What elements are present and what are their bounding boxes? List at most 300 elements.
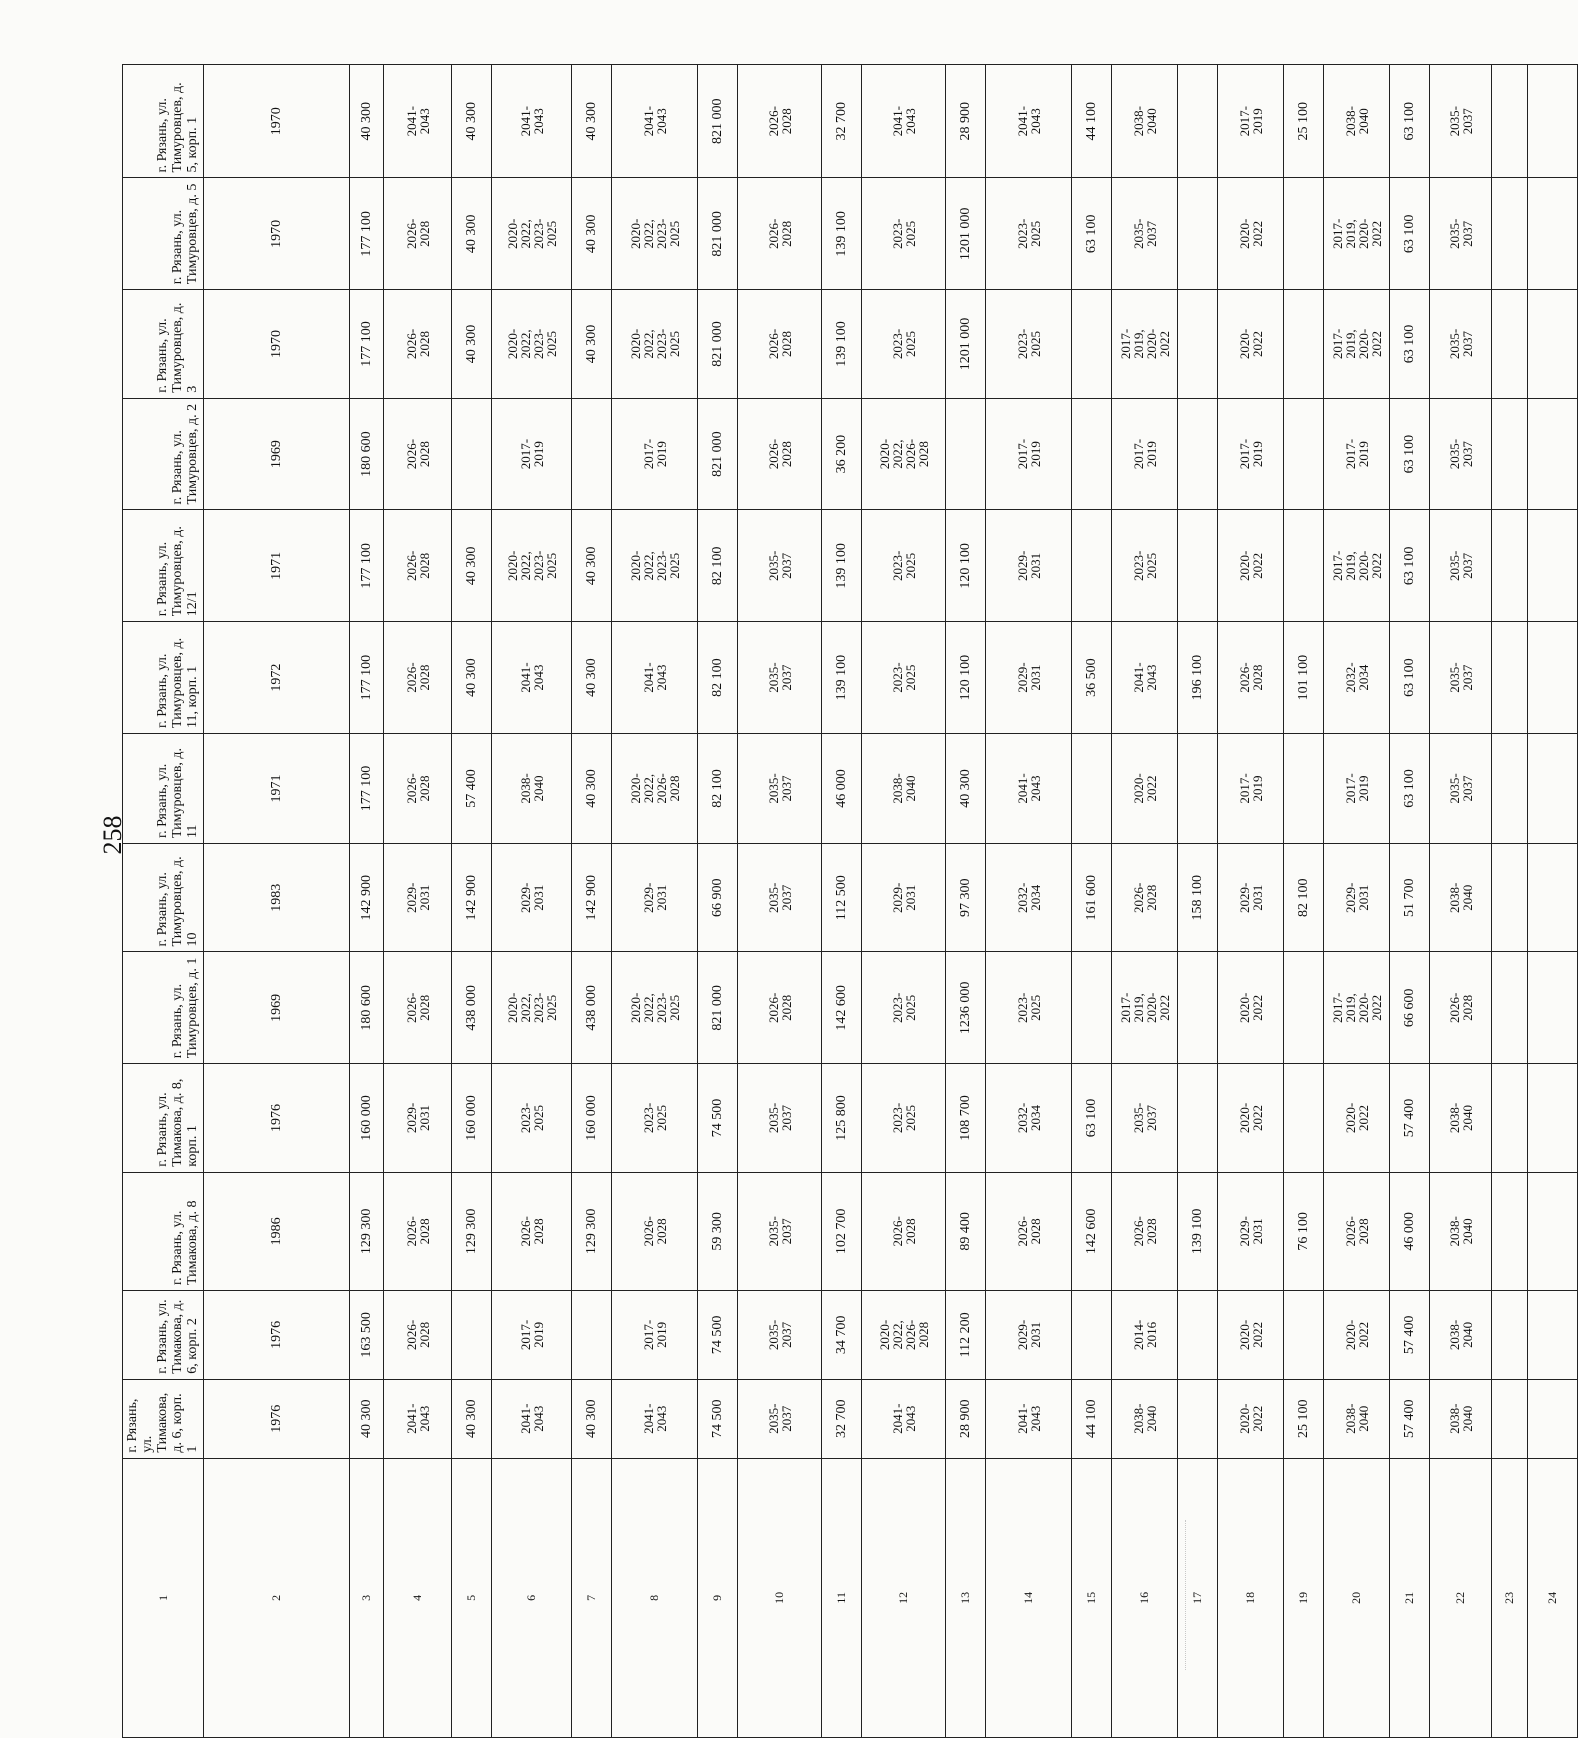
value-cell: 40 300	[572, 65, 612, 179]
value-cell	[1284, 510, 1324, 622]
value-cell: 177 100	[350, 510, 384, 622]
column-number-header: 9	[698, 1458, 738, 1737]
period-cell: 2017- 2019	[1112, 398, 1178, 510]
period-cell: 2041- 2043	[492, 1379, 572, 1458]
period-cell: 2032- 2034	[1324, 622, 1390, 734]
value-cell: 177 100	[350, 733, 384, 843]
value-cell: 82 100	[698, 510, 738, 622]
period-cell: 2041- 2043	[986, 733, 1072, 843]
column-number-header: 6	[492, 1458, 572, 1737]
period-cell: 2017- 2019	[612, 398, 698, 510]
period-cell: 2032- 2034	[986, 1064, 1072, 1172]
period-cell: 2041- 2043	[862, 65, 946, 179]
period-cell: 2017- 2019	[1218, 65, 1284, 179]
value-cell: 1971	[204, 733, 350, 843]
value-cell: 63 100	[1072, 1064, 1112, 1172]
column-number-header: 20	[1324, 1458, 1390, 1737]
period-cell: 2017- 2019, 2020- 2022	[1324, 952, 1390, 1064]
value-cell	[1528, 1064, 1578, 1172]
address-cell: г. Рязань, ул. Тимуровцев, д. 2	[123, 398, 204, 510]
value-cell: 821 000	[698, 178, 738, 290]
value-cell	[1284, 733, 1324, 843]
period-cell: 2014- 2016	[1112, 1291, 1178, 1380]
period-cell: 2035- 2037	[738, 733, 822, 843]
value-cell	[1072, 1291, 1112, 1380]
value-cell: 82 100	[698, 733, 738, 843]
period-cell: 2038- 2040	[1112, 65, 1178, 179]
value-cell: 142 600	[1072, 1172, 1112, 1290]
value-cell	[1492, 844, 1528, 952]
table-row	[1218, 65, 1284, 1738]
value-cell: 821 000	[698, 290, 738, 398]
period-cell: 2041- 2043	[862, 1379, 946, 1458]
value-cell: 40 300	[572, 510, 612, 622]
value-cell: 112 200	[946, 1291, 986, 1380]
period-cell: 2020- 2022	[1218, 1291, 1284, 1380]
period-cell: 2035- 2037	[1430, 622, 1492, 734]
period-cell: 2038- 2040	[1430, 1291, 1492, 1380]
value-cell	[1072, 290, 1112, 398]
column-number-header: 17	[1178, 1458, 1218, 1737]
table-row	[572, 65, 612, 1738]
value-cell: 160 000	[452, 1064, 492, 1172]
value-cell: 57 400	[1390, 1064, 1430, 1172]
period-cell: 2023- 2025	[862, 178, 946, 290]
value-cell: 40 300	[350, 1379, 384, 1458]
period-cell: 2038- 2040	[1430, 1064, 1492, 1172]
value-cell	[1178, 1291, 1218, 1380]
period-cell: 2029- 2031	[612, 844, 698, 952]
period-cell: 2023- 2025	[862, 622, 946, 734]
period-cell: 2038- 2040	[1112, 1379, 1178, 1458]
value-cell: 142 900	[572, 844, 612, 952]
period-cell: 2041- 2043	[612, 1379, 698, 1458]
period-cell: 2020- 2022, 2026- 2028	[862, 1291, 946, 1380]
value-cell	[1492, 1064, 1528, 1172]
value-cell: 40 300	[452, 510, 492, 622]
period-cell: 2017- 2019, 2020- 2022	[1112, 290, 1178, 398]
period-cell: 2020- 2022, 2023- 2025	[492, 510, 572, 622]
value-cell: 129 300	[452, 1172, 492, 1290]
period-cell: 2020- 2022, 2023- 2025	[612, 178, 698, 290]
period-cell: 2035- 2037	[738, 622, 822, 734]
value-cell: 40 300	[452, 622, 492, 734]
value-cell	[1528, 178, 1578, 290]
period-cell: 2026- 2028	[738, 952, 822, 1064]
table-row	[1284, 65, 1324, 1738]
value-cell: 40 300	[350, 65, 384, 179]
value-cell: 74 500	[698, 1379, 738, 1458]
value-cell: 101 100	[1284, 622, 1324, 734]
value-cell	[1178, 398, 1218, 510]
period-cell: 2026- 2028	[862, 1172, 946, 1290]
period-cell: 2020- 2022	[1218, 1379, 1284, 1458]
period-cell: 2029- 2031	[986, 510, 1072, 622]
table-row	[204, 65, 350, 1738]
period-cell: 2020- 2022	[1218, 178, 1284, 290]
value-cell: 28 900	[946, 65, 986, 179]
value-cell: 76 100	[1284, 1172, 1324, 1290]
value-cell: 125 800	[822, 1064, 862, 1172]
value-cell: 1976	[204, 1064, 350, 1172]
value-cell	[1528, 510, 1578, 622]
period-cell: 2017- 2019	[612, 1291, 698, 1380]
value-cell: 40 300	[572, 178, 612, 290]
value-cell: 120 100	[946, 510, 986, 622]
table-row	[350, 65, 384, 1738]
value-cell: 163 500	[350, 1291, 384, 1380]
period-cell: 2020- 2022	[1218, 290, 1284, 398]
value-cell	[1528, 1379, 1578, 1458]
value-cell	[1284, 1064, 1324, 1172]
address-cell: г. Рязань, ул. Тимуровцев, д. 12/1	[123, 510, 204, 622]
address-cell: г. Рязань, ул. Тимуровцев, д. 3	[123, 290, 204, 398]
value-cell: 177 100	[350, 178, 384, 290]
period-cell: 2017- 2019, 2020- 2022	[1324, 290, 1390, 398]
value-cell: 57 400	[1390, 1379, 1430, 1458]
column-number-header: 3	[350, 1458, 384, 1737]
period-cell: 2035- 2037	[738, 1172, 822, 1290]
period-cell: 2029- 2031	[384, 1064, 452, 1172]
value-cell: 40 300	[946, 733, 986, 843]
period-cell: 2017- 2019	[492, 1291, 572, 1380]
address-cell: г. Рязань, ул. Тимуровцев, д. 10	[123, 844, 204, 952]
value-cell: 63 100	[1390, 398, 1430, 510]
period-cell: 2020- 2022, 2026- 2028	[612, 733, 698, 843]
value-cell: 160 000	[572, 1064, 612, 1172]
value-cell: 196 100	[1178, 622, 1218, 734]
period-cell: 2020- 2022	[1218, 510, 1284, 622]
value-cell: 82 100	[698, 622, 738, 734]
address-cell: г. Рязань, ул. Тимуровцев, д. 11	[123, 733, 204, 843]
value-cell: 139 100	[822, 510, 862, 622]
value-cell	[572, 398, 612, 510]
period-cell: 2026- 2028	[384, 622, 452, 734]
column-number-header: 5	[452, 1458, 492, 1737]
period-cell: 2017- 2019	[492, 398, 572, 510]
value-cell	[1178, 178, 1218, 290]
value-cell: 142 600	[822, 952, 862, 1064]
value-cell: 36 200	[822, 398, 862, 510]
period-cell: 2020- 2022, 2023- 2025	[612, 952, 698, 1064]
value-cell	[1178, 65, 1218, 179]
value-cell: 40 300	[572, 290, 612, 398]
column-number-header: 16	[1112, 1458, 1178, 1737]
value-cell: 63 100	[1390, 290, 1430, 398]
period-cell: 2038- 2040	[1430, 1172, 1492, 1290]
address-cell: г. Рязань, ул. Тимакова, д. 6, корп. 1	[123, 1379, 204, 1458]
address-cell: г. Рязань, ул. Тимакова, д. 6, корп. 2	[123, 1291, 204, 1380]
value-cell	[1178, 733, 1218, 843]
value-cell	[1492, 398, 1528, 510]
value-cell: 25 100	[1284, 65, 1324, 179]
value-cell	[1072, 952, 1112, 1064]
period-cell: 2035- 2037	[1430, 178, 1492, 290]
value-cell: 32 700	[822, 1379, 862, 1458]
value-cell: 177 100	[350, 622, 384, 734]
period-cell: 2029- 2031	[986, 622, 1072, 734]
period-cell: 2026- 2028	[384, 510, 452, 622]
value-cell: 34 700	[822, 1291, 862, 1380]
value-cell	[1072, 733, 1112, 843]
repair-schedule-table-wrapper	[122, 64, 1559, 1738]
value-cell	[1492, 178, 1528, 290]
value-cell	[1178, 510, 1218, 622]
address-cell: г. Рязань, ул. Тимакова, д. 8, корп. 1	[123, 1064, 204, 1172]
table-row	[1528, 65, 1578, 1738]
period-cell: 2029- 2031	[862, 844, 946, 952]
column-number-header: 8	[612, 1458, 698, 1737]
column-number-header: 15	[1072, 1458, 1112, 1737]
table-row	[123, 65, 204, 1738]
value-cell: 97 300	[946, 844, 986, 952]
period-cell: 2041- 2043	[612, 65, 698, 179]
period-cell: 2020- 2022, 2023- 2025	[492, 290, 572, 398]
value-cell: 36 500	[1072, 622, 1112, 734]
value-cell	[1528, 398, 1578, 510]
period-cell: 2038- 2040	[862, 733, 946, 843]
value-cell	[1284, 1291, 1324, 1380]
value-cell: 1969	[204, 398, 350, 510]
period-cell: 2023- 2025	[862, 952, 946, 1064]
value-cell: 102 700	[822, 1172, 862, 1290]
value-cell: 44 100	[1072, 1379, 1112, 1458]
period-cell: 2020- 2022	[1112, 733, 1178, 843]
value-cell	[1178, 1064, 1218, 1172]
table-row	[946, 65, 986, 1738]
value-cell	[1492, 622, 1528, 734]
period-cell: 2020- 2022	[1218, 1064, 1284, 1172]
period-cell: 2029- 2031	[492, 844, 572, 952]
value-cell: 129 300	[350, 1172, 384, 1290]
value-cell: 40 300	[452, 65, 492, 179]
period-cell: 2029- 2031	[384, 844, 452, 952]
value-cell: 46 000	[822, 733, 862, 843]
period-cell: 2026- 2028	[384, 178, 452, 290]
value-cell: 74 500	[698, 1291, 738, 1380]
period-cell: 2026- 2028	[492, 1172, 572, 1290]
period-cell: 2038- 2040	[1324, 1379, 1390, 1458]
value-cell: 1972	[204, 622, 350, 734]
period-cell: 2020- 2022, 2026- 2028	[862, 398, 946, 510]
period-cell: 2020- 2022, 2023- 2025	[492, 178, 572, 290]
address-cell: г. Рязань, ул. Тимуровцев, д. 1	[123, 952, 204, 1064]
value-cell	[1492, 1291, 1528, 1380]
period-cell: 2041- 2043	[612, 622, 698, 734]
period-cell: 2017- 2019	[986, 398, 1072, 510]
value-cell	[1072, 398, 1112, 510]
column-number-header: 11	[822, 1458, 862, 1737]
value-cell	[1528, 1172, 1578, 1290]
period-cell: 2041- 2043	[986, 1379, 1072, 1458]
period-cell: 2041- 2043	[986, 65, 1072, 179]
period-cell: 2017- 2019	[1324, 398, 1390, 510]
period-cell: 2035- 2037	[738, 1291, 822, 1380]
period-cell: 2020- 2022	[1324, 1291, 1390, 1380]
value-cell: 25 100	[1284, 1379, 1324, 1458]
period-cell: 2026- 2028	[1218, 622, 1284, 734]
period-cell: 2029- 2031	[1324, 844, 1390, 952]
repair-schedule-table	[122, 64, 1578, 1738]
value-cell: 438 000	[572, 952, 612, 1064]
value-cell	[1528, 1291, 1578, 1380]
value-cell: 59 300	[698, 1172, 738, 1290]
period-cell: 2038- 2040	[1324, 65, 1390, 179]
table-row	[986, 65, 1072, 1738]
value-cell: 1970	[204, 290, 350, 398]
column-number-header: 19	[1284, 1458, 1324, 1737]
value-cell: 40 300	[452, 178, 492, 290]
address-cell: г. Рязань, ул. Тимакова, д. 8	[123, 1172, 204, 1290]
value-cell: 40 300	[452, 1379, 492, 1458]
value-cell: 129 300	[572, 1172, 612, 1290]
value-cell: 1986	[204, 1172, 350, 1290]
period-cell: 2041- 2043	[492, 622, 572, 734]
period-cell: 2026- 2028	[738, 65, 822, 179]
table-row	[492, 65, 572, 1738]
value-cell: 66 600	[1390, 952, 1430, 1064]
table-row	[738, 65, 822, 1738]
value-cell	[1492, 510, 1528, 622]
period-cell: 2026- 2028	[738, 178, 822, 290]
period-cell: 2017- 2019	[1324, 733, 1390, 843]
value-cell: 63 100	[1072, 178, 1112, 290]
value-cell	[1178, 290, 1218, 398]
period-cell: 2035- 2037	[1430, 510, 1492, 622]
period-cell: 2026- 2028	[384, 952, 452, 1064]
value-cell: 63 100	[1390, 510, 1430, 622]
period-cell: 2035- 2037	[738, 1379, 822, 1458]
period-cell: 2023- 2025	[862, 1064, 946, 1172]
value-cell: 1976	[204, 1379, 350, 1458]
value-cell	[1492, 1172, 1528, 1290]
period-cell: 2035- 2037	[1430, 65, 1492, 179]
period-cell: 2020- 2022, 2023- 2025	[612, 510, 698, 622]
value-cell	[1528, 733, 1578, 843]
value-cell: 160 000	[350, 1064, 384, 1172]
column-number-header: 14	[986, 1458, 1072, 1737]
period-cell: 2023- 2025	[986, 178, 1072, 290]
table-row	[1390, 65, 1430, 1738]
value-cell: 82 100	[1284, 844, 1324, 952]
table-row	[1178, 65, 1218, 1738]
value-cell: 40 300	[572, 733, 612, 843]
address-cell: г. Рязань, ул. Тимуровцев, д. 11, корп. 1	[123, 622, 204, 734]
period-cell: 2035- 2037	[738, 844, 822, 952]
period-cell: 2032- 2034	[986, 844, 1072, 952]
value-cell	[1284, 290, 1324, 398]
page-number: 258	[98, 815, 127, 855]
value-cell: 177 100	[350, 290, 384, 398]
value-cell	[452, 1291, 492, 1380]
period-cell: 2023- 2025	[862, 510, 946, 622]
period-cell: 2023- 2025	[492, 1064, 572, 1172]
value-cell: 120 100	[946, 622, 986, 734]
column-number-header: 24	[1528, 1458, 1578, 1737]
period-cell: 2035- 2037	[1430, 398, 1492, 510]
period-cell: 2035- 2037	[1112, 178, 1178, 290]
period-cell: 2041- 2043	[384, 1379, 452, 1458]
value-cell: 139 100	[822, 178, 862, 290]
period-cell: 2035- 2037	[738, 1064, 822, 1172]
column-number-header: 13	[946, 1458, 986, 1737]
period-cell: 2041- 2043	[1112, 622, 1178, 734]
value-cell: 139 100	[1178, 1172, 1218, 1290]
value-cell: 158 100	[1178, 844, 1218, 952]
table-row	[612, 65, 698, 1738]
value-cell	[1492, 733, 1528, 843]
period-cell: 2017- 2019, 2020- 2022	[1324, 510, 1390, 622]
address-cell: г. Рязань, ул. Тимуровцев, д. 5	[123, 178, 204, 290]
value-cell: 1201 000	[946, 178, 986, 290]
value-cell: 51 700	[1390, 844, 1430, 952]
period-cell: 2026- 2028	[1324, 1172, 1390, 1290]
period-cell: 2020- 2022	[1324, 1064, 1390, 1172]
column-number-header: 7	[572, 1458, 612, 1737]
value-cell	[1492, 1379, 1528, 1458]
column-number-header: 12	[862, 1458, 946, 1737]
value-cell: 1976	[204, 1291, 350, 1380]
period-cell: 2026- 2028	[384, 733, 452, 843]
value-cell: 57 400	[452, 733, 492, 843]
period-cell: 2023- 2025	[612, 1064, 698, 1172]
period-cell: 2017- 2019, 2020- 2022	[1112, 952, 1178, 1064]
value-cell: 28 900	[946, 1379, 986, 1458]
value-cell: 161 600	[1072, 844, 1112, 952]
value-cell: 180 600	[350, 398, 384, 510]
value-cell: 57 400	[1390, 1291, 1430, 1380]
table-row	[452, 65, 492, 1738]
period-cell: 2026- 2028	[738, 398, 822, 510]
column-number-header: 1	[123, 1458, 204, 1737]
period-cell: 2023- 2025	[1112, 510, 1178, 622]
value-cell	[1178, 952, 1218, 1064]
value-cell	[1528, 622, 1578, 734]
value-cell	[1528, 290, 1578, 398]
period-cell: 2023- 2025	[862, 290, 946, 398]
value-cell: 1970	[204, 178, 350, 290]
value-cell: 139 100	[822, 290, 862, 398]
value-cell: 1969	[204, 952, 350, 1064]
value-cell: 142 900	[350, 844, 384, 952]
period-cell: 2035- 2037	[1430, 733, 1492, 843]
value-cell	[1072, 510, 1112, 622]
value-cell: 63 100	[1390, 622, 1430, 734]
period-cell: 2026- 2028	[738, 290, 822, 398]
period-cell: 2017- 2019	[1218, 398, 1284, 510]
value-cell	[1284, 398, 1324, 510]
value-cell: 180 600	[350, 952, 384, 1064]
value-cell: 40 300	[572, 622, 612, 734]
period-cell: 2017- 2019	[1218, 733, 1284, 843]
column-number-header: 21	[1390, 1458, 1430, 1737]
period-cell: 2026- 2028	[1112, 1172, 1178, 1290]
period-cell: 2035- 2037	[738, 510, 822, 622]
table-row	[698, 65, 738, 1738]
period-cell: 2029- 2031	[1218, 844, 1284, 952]
scan-edge-mark	[1185, 1520, 1190, 1670]
value-cell	[1528, 844, 1578, 952]
value-cell	[1492, 65, 1528, 179]
value-cell	[1528, 65, 1578, 179]
value-cell	[1528, 952, 1578, 1064]
period-cell: 2029- 2031	[986, 1291, 1072, 1380]
period-cell: 2038- 2040	[492, 733, 572, 843]
address-cell: г. Рязань, ул. Тимуровцев, д. 5, корп. 1	[123, 65, 204, 179]
value-cell: 1983	[204, 844, 350, 952]
period-cell: 2020- 2022, 2023- 2025	[612, 290, 698, 398]
value-cell: 142 900	[452, 844, 492, 952]
